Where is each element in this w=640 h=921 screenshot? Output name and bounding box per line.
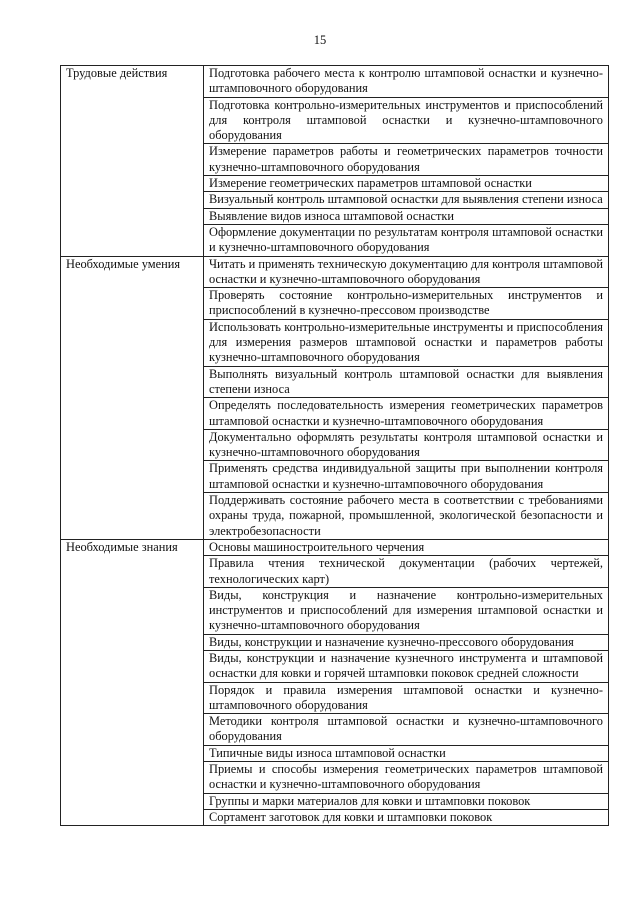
table-cell-item: Измерение параметров работы и геометрических параметров точности кузнечно-штамповочного оборудования: [204, 144, 609, 176]
table-cell-item: Оформление документации по результатам контроля штамповой оснастки и кузнечно-штамповочного оборудования: [204, 224, 609, 256]
page-number: 15: [313, 33, 327, 47]
table-cell-item: Методики контроля штамповой оснастки и кузнечно-штамповочного оборудования: [204, 714, 609, 746]
table-cell-item: Проверять состояние контрольно-измерительных инструментов и приспособлений в кузнечно-прессовом производстве: [204, 288, 609, 320]
section-label-required-skills: Необходимые умения: [61, 256, 204, 539]
table-cell-item: Поддерживать состояние рабочего места в соответствии с требованиями охраны труда, пожарной, промышленной, экологической безопасности и электробезопасности: [204, 493, 609, 540]
table-cell-item: Использовать контрольно-измерительные инструменты и приспособления для измерения размеров штамповой оснастки и параметров работы кузнечно-штамповочного оборудования: [204, 319, 609, 366]
table-cell-item: Приемы и способы измерения геометрических параметров штамповой оснастки и кузнечно-штамповочного оборудования: [204, 762, 609, 794]
table-cell-item: Читать и применять техническую документацию для контроля штамповой оснастки и кузнечно-штамповочного оборудования: [204, 256, 609, 288]
requirements-table: [60, 65, 609, 826]
table-cell-item: Применять средства индивидуальной защиты при выполнении контроля штамповой оснастки и кузнечно-штамповочного оборудования: [204, 461, 609, 493]
table-row: [61, 256, 609, 288]
section-label-required-knowledge: Необходимые знания: [61, 539, 204, 825]
table-cell-item: Подготовка рабочего места к контролю штамповой оснастки и кузнечно-штамповочного оборудования: [204, 66, 609, 98]
table-cell-item: Определять последовательность измерения геометрических параметров штамповой оснастки и кузнечно-штамповочного оборудования: [204, 398, 609, 430]
table-cell-item: Документально оформлять результаты контроля штамповой оснастки и кузнечно-штамповочного оборудования: [204, 429, 609, 461]
table-cell-item: Подготовка контрольно-измерительных инструментов и приспособлений для контроля штамповой оснастки и кузнечно-штамповочного оборудования: [204, 97, 609, 144]
table-cell-item: Выполнять визуальный контроль штамповой оснастки для выявления степени износа: [204, 366, 609, 398]
table-cell-item: Группы и марки материалов для ковки и штамповки поковок: [204, 793, 609, 809]
table-cell-item: Визуальный контроль штамповой оснастки для выявления степени износа: [204, 192, 609, 208]
table-row: [61, 66, 609, 98]
section-label-labor-actions: Трудовые действия: [61, 66, 204, 257]
table-cell-item: Типичные виды износа штамповой оснастки: [204, 745, 609, 761]
table-cell-item: Порядок и правила измерения штамповой оснастки и кузнечно-штамповочного оборудования: [204, 682, 609, 714]
table-cell-item: Виды, конструкция и назначение контрольно-измерительных инструментов и приспособлений для измерения штамповой оснастки и кузнечно-штамповочного оборудования: [204, 587, 609, 634]
table-cell-item: Виды, конструкции и назначение кузнечно-прессового оборудования: [204, 634, 609, 650]
table-cell-item: Выявление видов износа штамповой оснастки: [204, 208, 609, 224]
table-cell-item: Виды, конструкции и назначение кузнечного инструмента и штамповой оснастки для ковки и горячей штамповки поковок средней сложности: [204, 650, 609, 682]
table-cell-item: Измерение геометрических параметров штамповой оснастки: [204, 176, 609, 192]
table-cell-item: Основы машиностроительного черчения: [204, 539, 609, 555]
requirements-table-body: [61, 66, 609, 826]
table-cell-item: Сортамент заготовок для ковки и штамповки поковок: [204, 809, 609, 825]
table-cell-item: Правила чтения технической документации (рабочих чертежей, технологических карт): [204, 556, 609, 588]
table-row: [61, 539, 609, 555]
